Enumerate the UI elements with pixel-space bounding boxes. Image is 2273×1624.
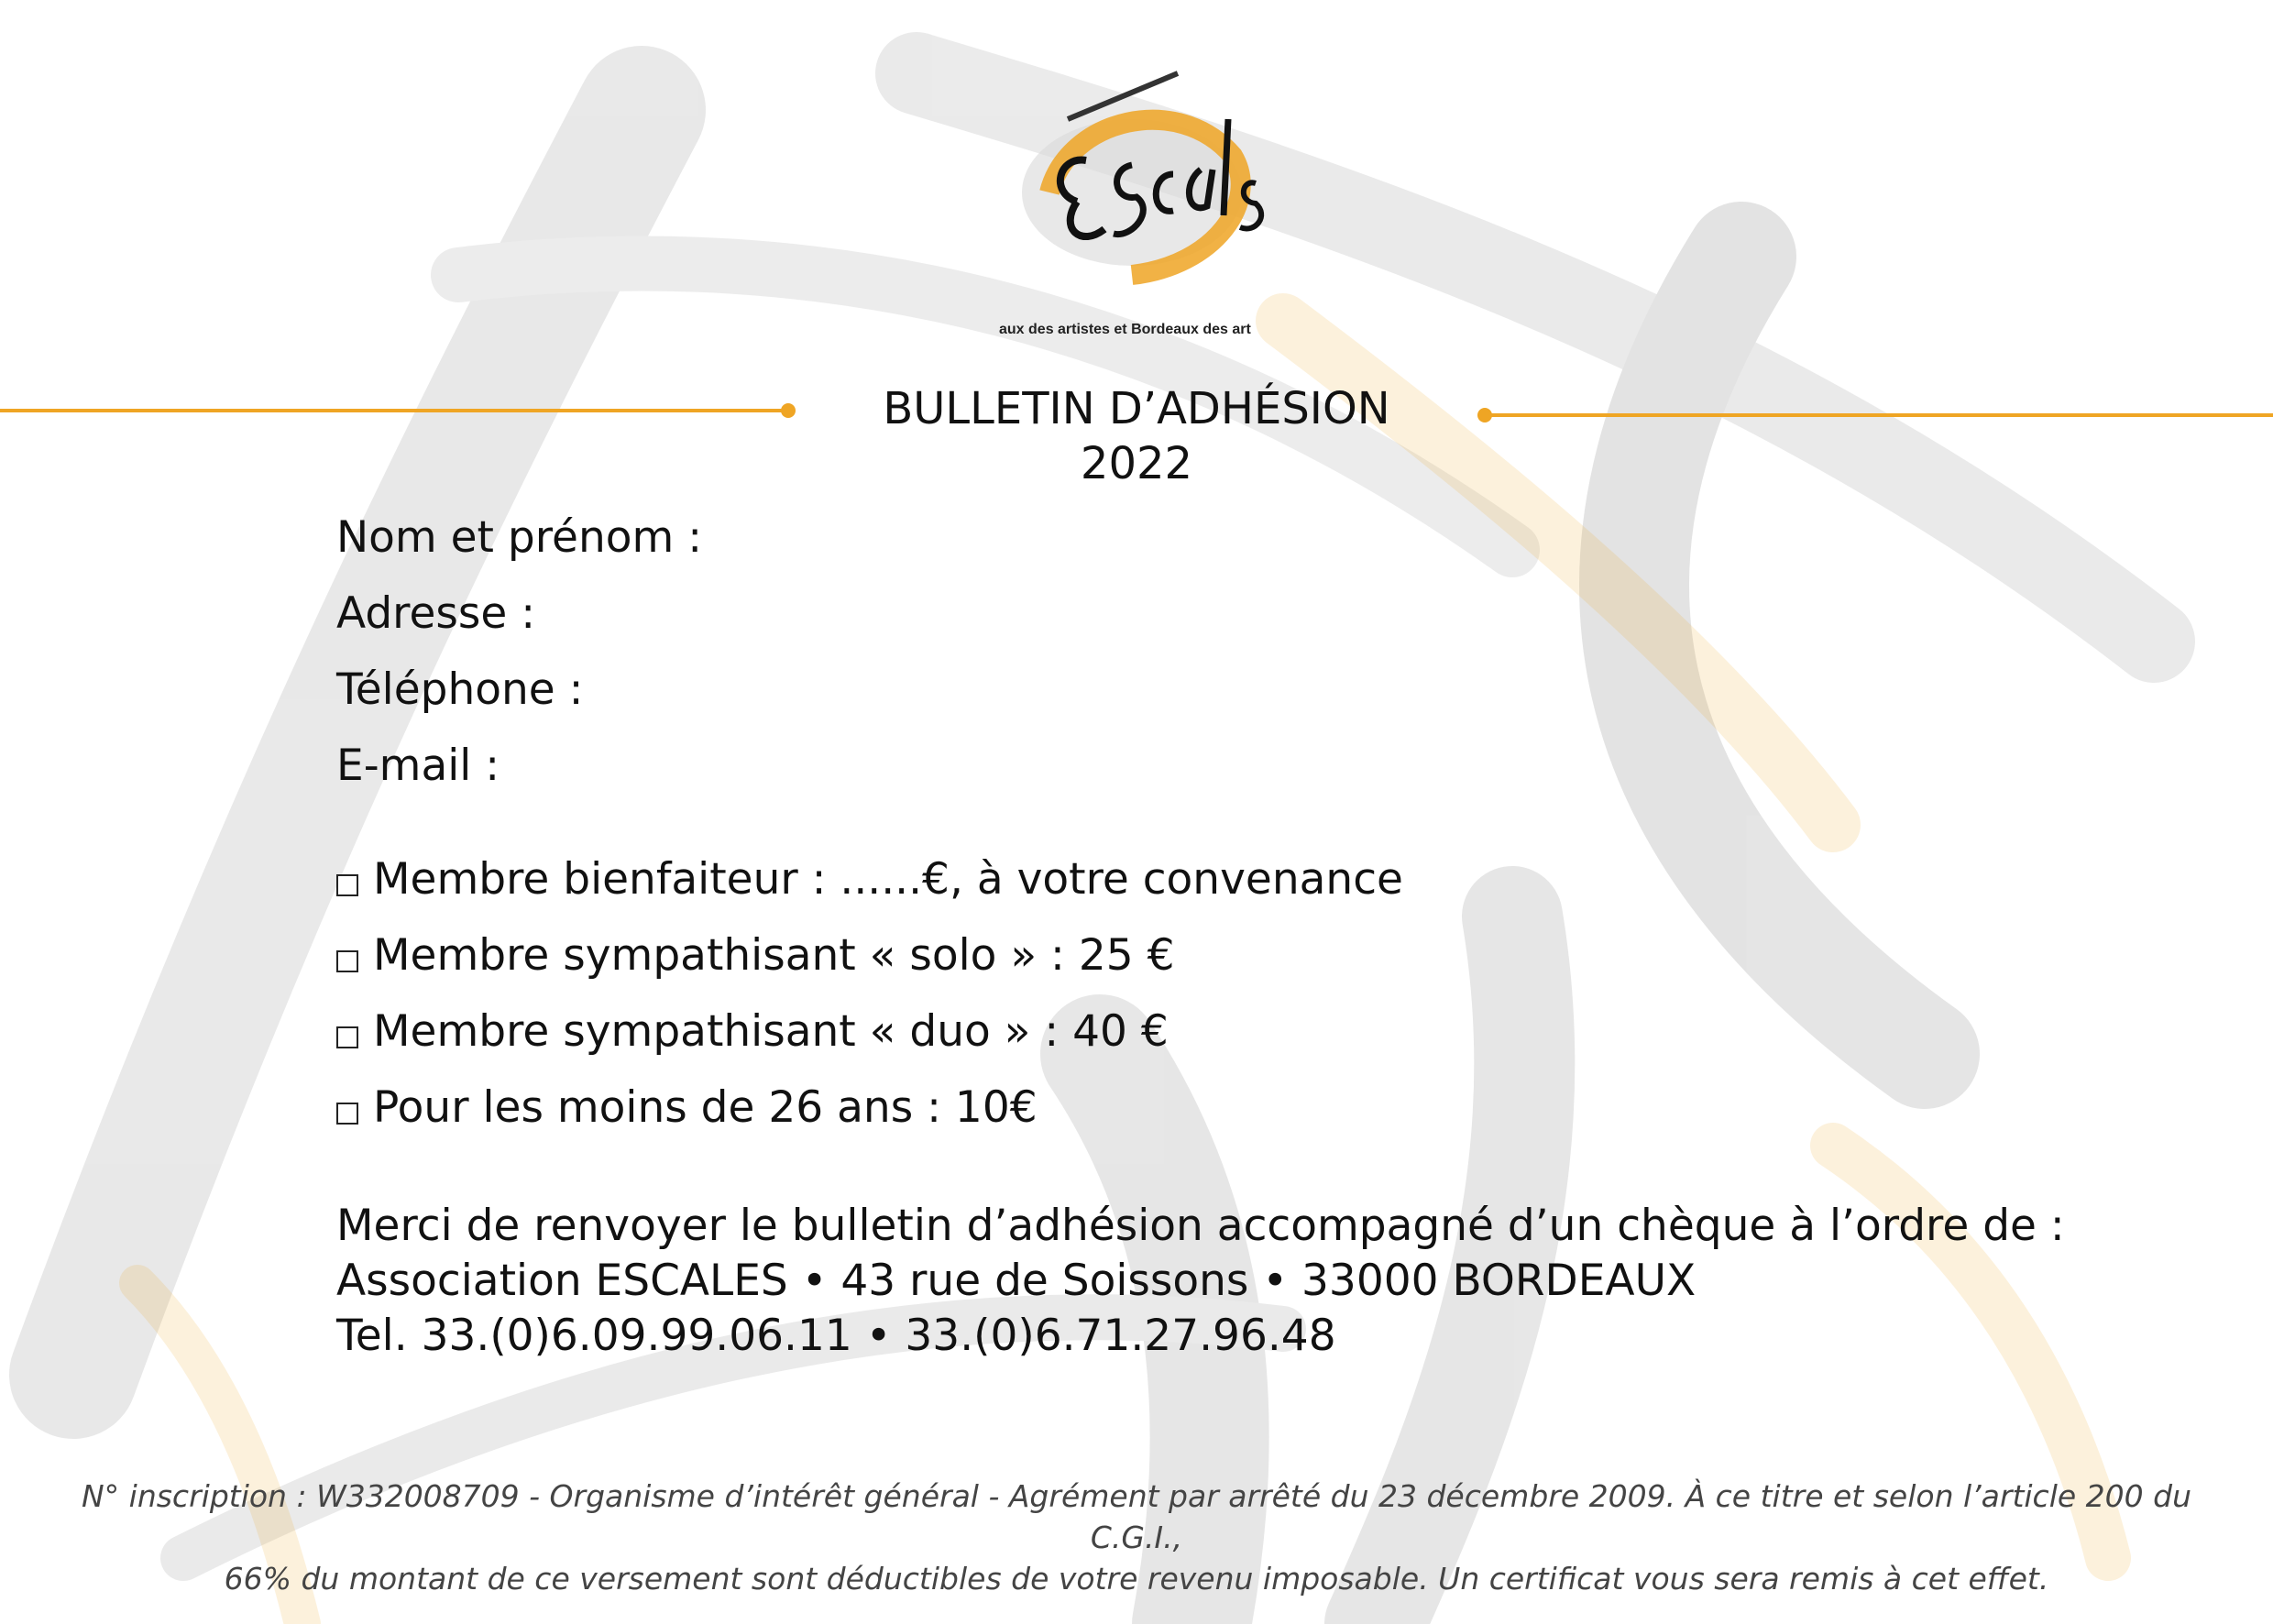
- field-phone[interactable]: Téléphone :: [336, 664, 584, 715]
- checkbox-under-26[interactable]: [336, 1103, 358, 1125]
- form-fields: [336, 499, 702, 804]
- option-duo[interactable]: [336, 993, 1403, 1070]
- left-divider-line: [0, 409, 788, 412]
- association-address: Association ESCALES • 43 rue de Soissons • 33000 BORDEAUX: [336, 1256, 1697, 1306]
- field-name[interactable]: Nom et prénom :: [336, 512, 703, 563]
- return-instructions: [336, 1199, 2065, 1364]
- option-benefactor-label: Membre bienfaiteur : ......€, à votre convenance: [373, 854, 1403, 905]
- option-benefactor[interactable]: [336, 841, 1403, 917]
- legal-footer-line-1: N° inscription : W332008709 - Organisme d’intérêt général - Agrément par arrêté du 23 décembre 2009. À ce titre et selon l’article 200 du C.G.I.,: [81, 1478, 2191, 1555]
- legal-footer: [73, 1476, 2200, 1599]
- membership-options: [336, 841, 1403, 1146]
- page-year: 2022: [1080, 438, 1193, 489]
- checkbox-solo[interactable]: [336, 950, 358, 972]
- legal-footer-line-2: 66% du montant de ce versement sont déductibles de votre revenu imposable. Un certificat vous sera remis à cet effet.: [224, 1561, 2049, 1597]
- return-instructions-text: Merci de renvoyer le bulletin d’adhésion accompagné d’un chèque à l’ordre de :: [336, 1201, 2065, 1251]
- right-divider-dot: [1477, 408, 1492, 422]
- option-under-26-label: Pour les moins de 26 ans : 10€: [373, 1082, 1038, 1133]
- checkbox-duo[interactable]: [336, 1026, 358, 1048]
- checkbox-benefactor[interactable]: [336, 874, 358, 896]
- right-divider-line: [1485, 413, 2273, 417]
- association-phone: Tel. 33.(0)6.09.99.06.11 • 33.(0)6.71.27.96.48: [336, 1311, 1336, 1361]
- title-block: [862, 381, 1411, 491]
- option-solo-label: Membre sympathisant « solo » : 25 €: [373, 930, 1175, 981]
- field-address[interactable]: Adresse :: [336, 588, 536, 639]
- escales-logo: [994, 55, 1279, 339]
- option-solo[interactable]: [336, 917, 1403, 993]
- option-duo-label: Membre sympathisant « duo » : 40 €: [373, 1006, 1169, 1057]
- option-under-26[interactable]: [336, 1070, 1403, 1146]
- left-divider-dot: [781, 403, 796, 418]
- page-title: BULLETIN D’ADHÉSION: [883, 383, 1390, 434]
- logo-tagline: aux des artistes et Bordeaux des art: [999, 322, 1251, 337]
- field-email[interactable]: E-mail :: [336, 741, 500, 791]
